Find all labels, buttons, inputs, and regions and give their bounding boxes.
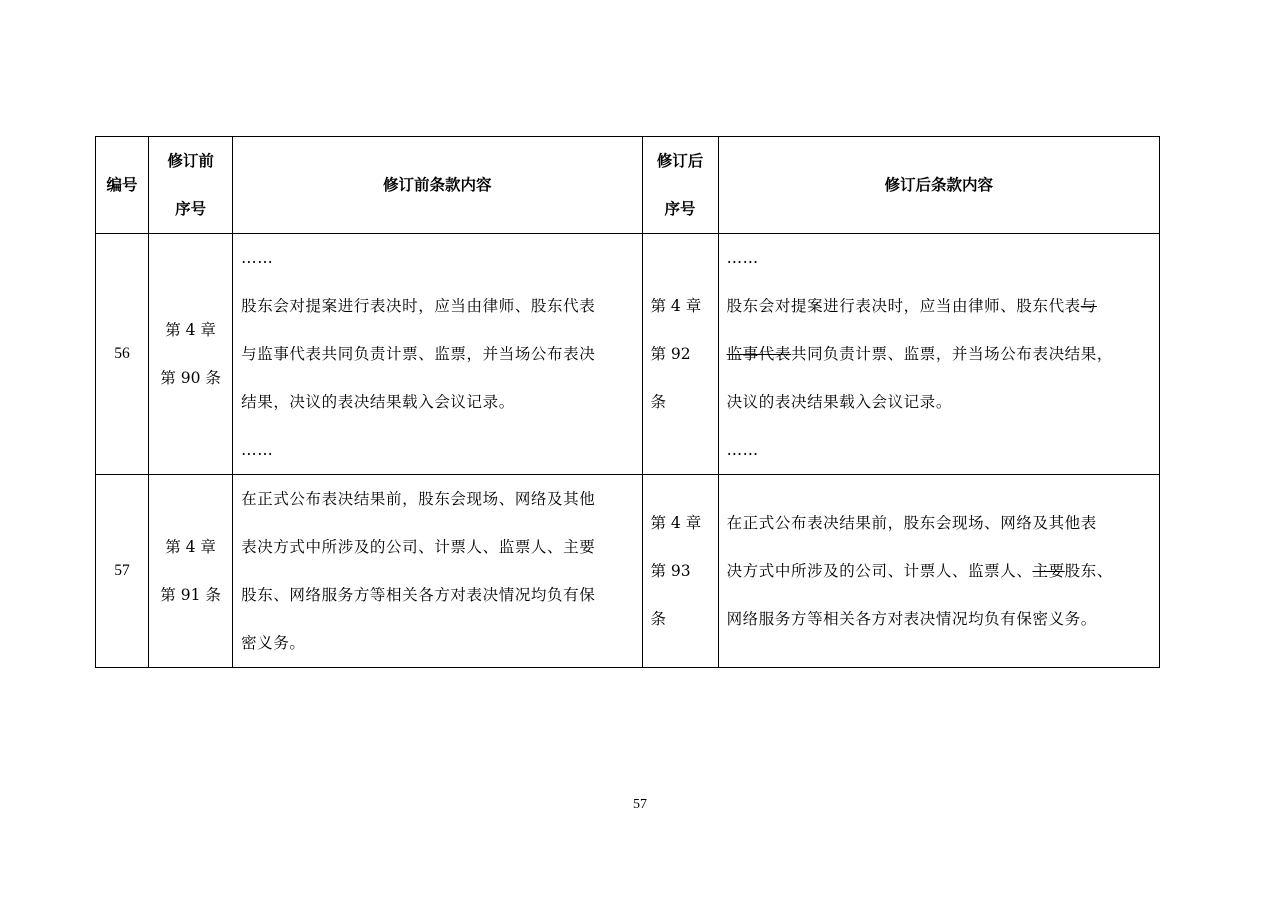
after-section: 第 4 章 第 92 条 [642, 234, 718, 475]
after-section: 第 4 章 第 93 条 [642, 475, 718, 668]
header-no: 编号 [96, 137, 149, 234]
after-content: …… 股东会对提案进行表决时，应当由律师、股东代表与 监事代表共同负责计票、监票，并当场公布表决结果， 决议的表决结果载入会议记录。 …… [718, 234, 1159, 475]
page-number: 57 [633, 797, 647, 812]
deleted-text: 监事代表 [726, 345, 791, 363]
header-before-content: 修订前条款内容 [233, 137, 642, 234]
before-content: 在正式公布表决结果前，股东会现场、网络及其他 表决方式中所涉及的公司、计票人、监票人、主要 股东、网络服务方等相关各方对表决情况均负有保 密义务。 [233, 475, 642, 668]
before-section: 第 4 章 第 91 条 [149, 475, 233, 668]
header-before-seq: 修订前 序号 [149, 137, 233, 234]
before-content: …… 股东会对提案进行表决时，应当由律师、股东代表 与监事代表共同负责计票、监票，并当场公布表决 结果，决议的表决结果载入会议记录。 …… [233, 234, 642, 475]
row-number: 56 [96, 234, 149, 475]
after-content: 在正式公布表决结果前，股东会现场、网络及其他表 决方式中所涉及的公司、计票人、监票人、主要股东、 网络服务方等相关各方对表决情况均负有保密义务。 [718, 475, 1159, 668]
table-row [96, 234, 1160, 475]
table-row [96, 475, 1160, 668]
header-after-seq: 修订后 序号 [642, 137, 718, 234]
row-number: 57 [96, 475, 149, 668]
header-after-content: 修订后条款内容 [718, 137, 1159, 234]
table-header-row [96, 137, 1160, 234]
before-section: 第 4 章 第 90 条 [149, 234, 233, 475]
revision-table [95, 136, 1160, 668]
deleted-text: 主要 [1032, 562, 1065, 580]
deleted-text: 与 [1080, 297, 1097, 315]
